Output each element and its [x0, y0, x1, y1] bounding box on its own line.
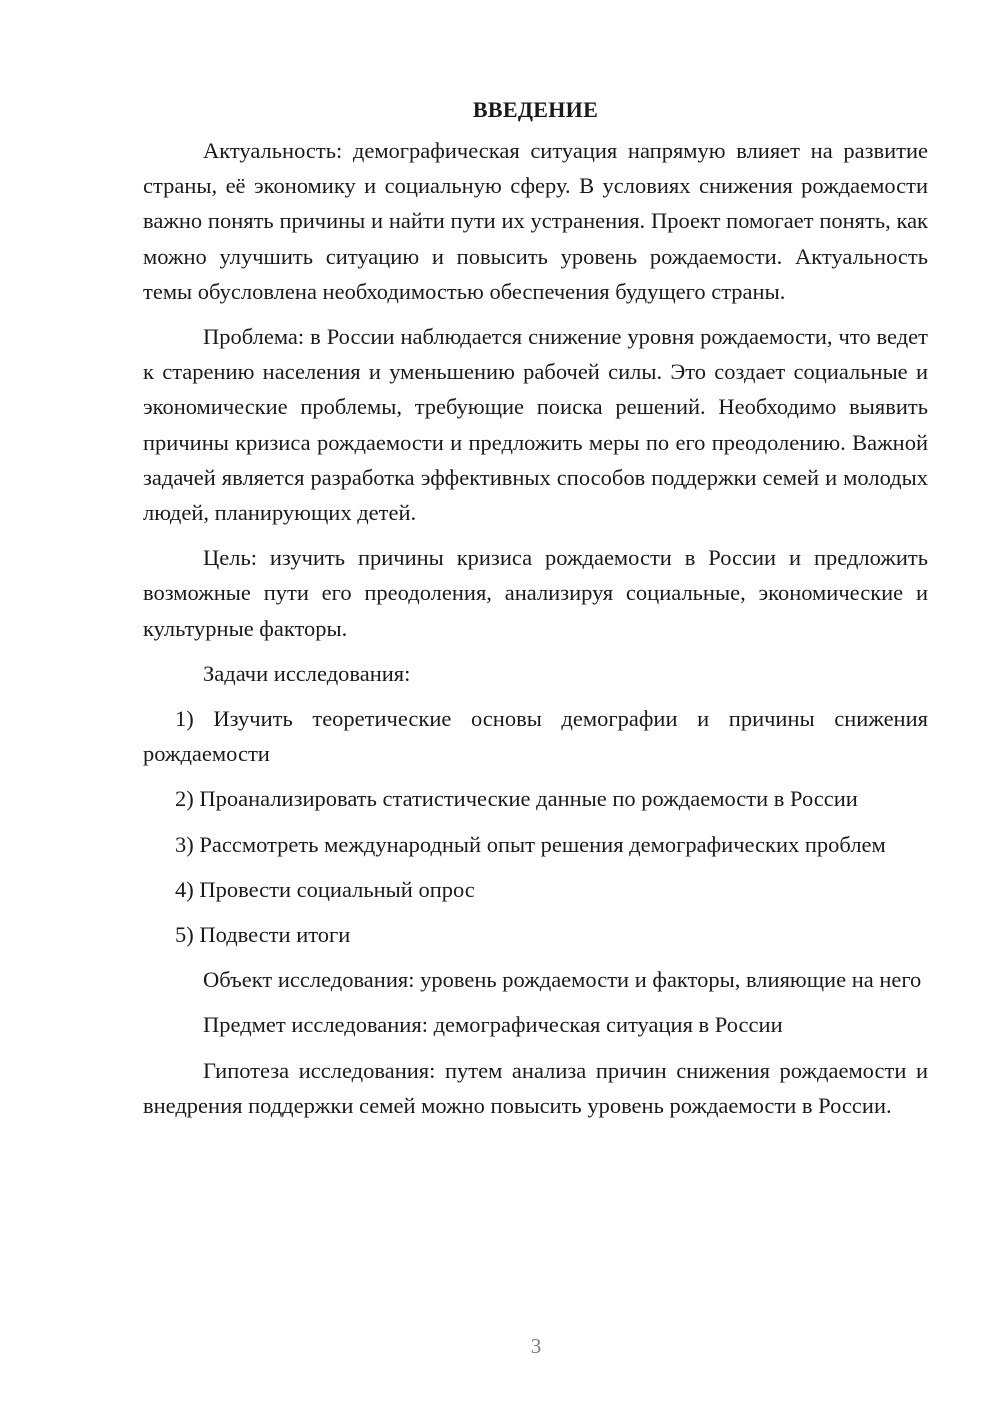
tasks-heading: Задачи исследования:	[203, 660, 411, 686]
paragraph-goal: Цель: изучить причины кризиса рождаемости в России и предложить возможные пути его преодоления, анализируя социальные, экономические и культурные факторы.	[143, 545, 928, 641]
page-number: 3	[530, 1334, 542, 1358]
task-item-4: 4) Провести социальный опрос	[175, 876, 475, 902]
paragraph-subject: Предмет исследования: демографическая ситуация в России	[203, 1012, 783, 1038]
page-content	[143, 92, 928, 1133]
paragraph-object: Объект исследования: уровень рождаемости и факторы, влияющие на него	[203, 967, 922, 993]
task-item-3: 3) Рассмотреть международный опыт решения демографических проблем	[175, 831, 886, 857]
paragraph-hypothesis: Гипотеза исследования: путем анализа причин снижения рождаемости и внедрения поддержки семей можно повысить уровень рождаемости в России.	[143, 1057, 928, 1118]
paragraph-problem: Проблема: в России наблюдается снижение уровня рождаемости, что ведет к старению населения и уменьшению рабочей силы. Это создает социальные и экономические проблемы, требующие поиска решений. Необходимо выявить причины кризиса рождаемости и предложить меры по его преодолению. Важной задачей является разработка эффективных способов поддержки семей и молодых людей, планирующих детей.	[143, 324, 928, 526]
task-item-5: 5) Подвести итоги	[175, 922, 351, 948]
task-item-2: 2) Проанализировать статистические данные по рождаемости в России	[175, 786, 858, 812]
task-item-1: 1) Изучить теоретические основы демографии и причины снижения рождаемости	[143, 706, 928, 767]
paragraph-relevance: Актуальность: демографическая ситуация напрямую влияет на развитие страны, её экономику и социальную сферу. В условиях снижения рождаемости важно понять причины и найти пути их устранения. Проект помогает понять, как можно улучшить ситуацию и повысить уровень рождаемости. Актуальность темы обусловлена необходимостью обеспечения будущего страны.	[143, 138, 928, 304]
page-title: ВВЕДЕНИЕ	[472, 97, 599, 122]
